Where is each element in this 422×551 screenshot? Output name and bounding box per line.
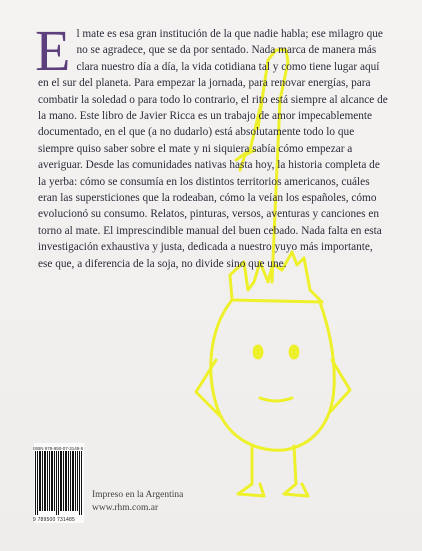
synopsis-body: l mate es esa gran institución de la que nadie habla; ese milagro que no se agradece, que se da por sentado. Nada marca de manera más clara nuestro día a día, la vida cotidiana tal y como tiene lugar aquí en el sur del planeta. Para empezar la jornada, para renovar energías, para combatir la soledad o para todo lo contrario, el rito está siempre al alcance de la mano. Este libro de Javier Ricca es un trabajo de amor impecablemente documentado, en el que (a no dudarlo) está absolutamente todo lo que siempre quiso saber sobre el mate y ni siquiera sabía cómo empezar a averiguar. Desde las comunidades nativas hasta hoy, la historia completa de la yerba: cómo se consumía en los distintos territorios americanos, cuáles eran las supersticiones que la rodeaban, cómo la veían los españoles, cómo evolucionó su consumo. Relatos, pinturas, versos, aventuras y canciones en torno al mate. El imprescindible manual del buen cebado. Nada falta en esta investigación exhaustiva y justa, dedicada a nuestro yuyo más importante, ese que, a diferencia de la soja, no divide sino que une.	[38, 28, 388, 270]
dropcap-letter: E	[35, 18, 71, 83]
synopsis-text	[35, 18, 388, 272]
printed-in-label: Impreso en la Argentina	[92, 490, 184, 500]
barcode-number: 9 789500 731485	[33, 517, 75, 523]
publisher-url: www.rhm.com.ar	[92, 503, 159, 513]
isbn-label: ISBN 978-950-07-3148-5	[33, 446, 84, 451]
